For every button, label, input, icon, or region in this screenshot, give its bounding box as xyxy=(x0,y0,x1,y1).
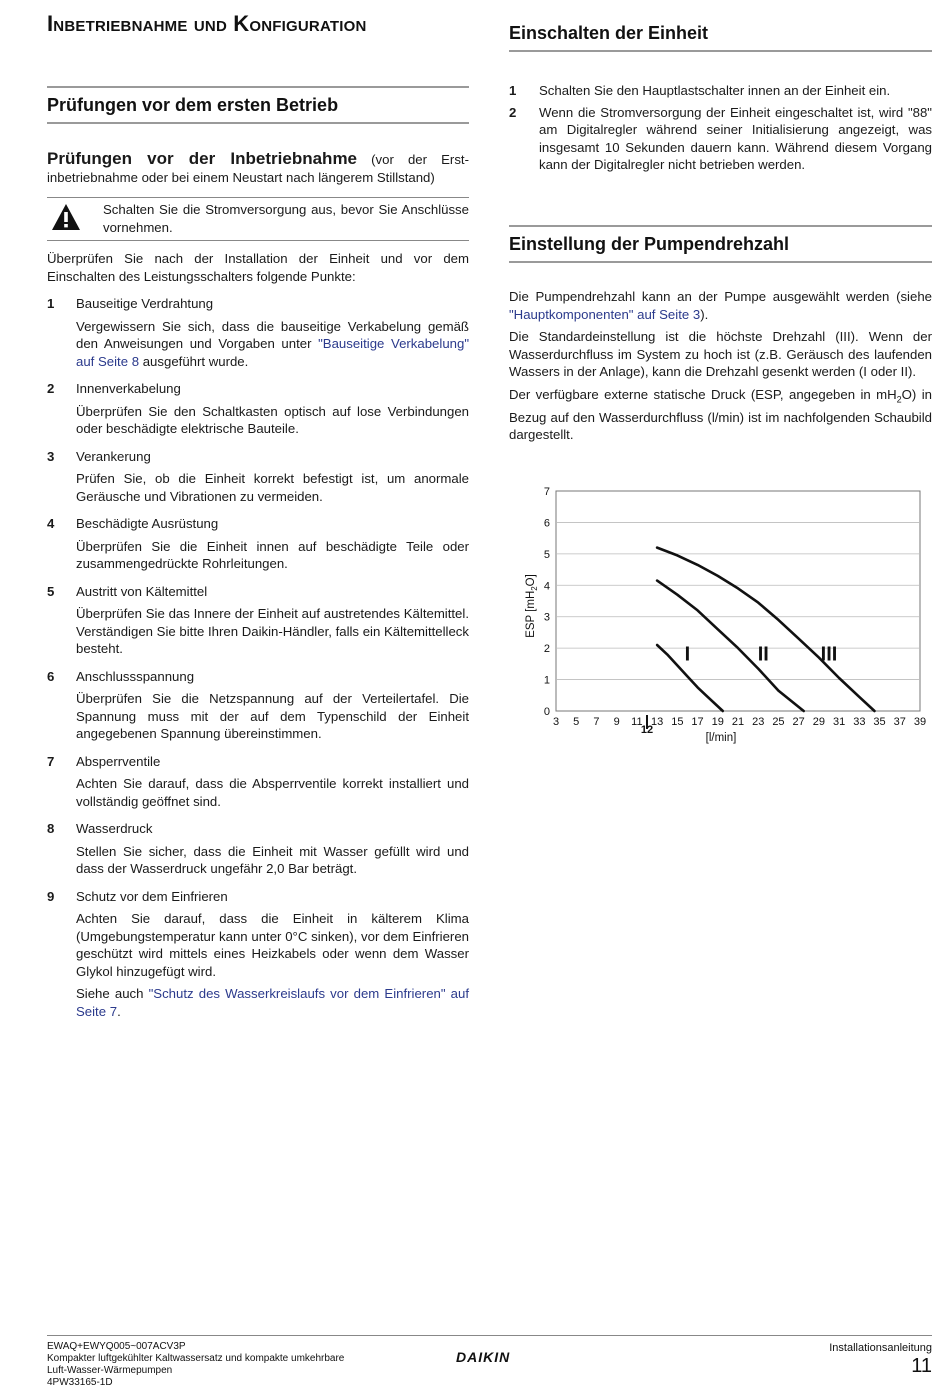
footer-doc-type: Installationsanleitung xyxy=(829,1342,932,1354)
item-title: Schutz vor dem Einfrieren xyxy=(76,888,228,904)
chart-grid xyxy=(556,491,920,711)
item-number: 7 xyxy=(47,753,55,769)
item-number: 8 xyxy=(47,821,55,836)
esp-flow-chart xyxy=(512,478,932,748)
pump-text xyxy=(509,288,932,444)
pump-para-2: Die Standardeinstellung ist die höchste Drehzahl (III). Wenn der Wasserdurchfluss im System zu hoch ist (z.B. Geräusch des laufenden Wassers in der Anlage), kann die Drehzahl gesenkt werden (I oder II). xyxy=(509,329,932,379)
x-tick-label: 29 xyxy=(812,716,826,728)
x-tick-label: 37 xyxy=(893,716,906,728)
subheading xyxy=(47,150,469,186)
x-tick-label: 27 xyxy=(792,716,805,728)
item-desc: Achten Sie darauf, dass die Einheit in kälterem Klima (Umgebungstemperatur kann unter 0°C sinken), vor dem Einfrieren geschützt wird mittels eines Heizkabels oder wenn dem Wasser Glykol hinzugefügt wird. xyxy=(76,911,469,979)
footer-desc-1: Kompakter luftgekühlter Kaltwassersatz und kompakte umkehrbare xyxy=(47,1353,345,1364)
x-tick-labels xyxy=(553,716,926,728)
x-tick-label: 21 xyxy=(731,716,745,728)
step-number: 2 xyxy=(509,104,517,120)
item-desc: Überprüfen Sie die Netzspannung auf der Verteilertafel. Die Spannung muss mit der auf dem Typenschild der Einheit angegebenen Spannung übereinstimmen. xyxy=(76,691,469,741)
list-item xyxy=(47,515,469,573)
item-number: 1 xyxy=(47,296,55,311)
list-item xyxy=(47,583,469,658)
x-tick-label: 25 xyxy=(772,716,785,728)
link-bauseitige-verkabelung[interactable]: "Bauseitige Verkabelung" auf Seite 8 xyxy=(76,336,470,369)
list-item xyxy=(509,82,932,100)
link-schutz-wasserkreislauf[interactable]: "Schutz des Wasserkreislaufs vor dem Einfrieren" auf Seite 7 xyxy=(76,986,470,1019)
y-axis-label: ESP $[mH_2O]$ xyxy=(525,574,539,638)
section-title-pumpendrehzahl: Einstellung der Pumpendrehzahl xyxy=(509,225,932,263)
series-label-III: III xyxy=(820,643,838,666)
x-tick-label: 35 xyxy=(873,716,886,728)
x-tick-label: 39 xyxy=(913,716,927,728)
footer-desc-2: Luft-Wasser-Wärmepumpen xyxy=(47,1365,173,1376)
step-text: Wenn die Stromversorgung der Einheit eingeschaltet ist, wird "88" am Digitalregler während seiner Initialisierung angezeigt, was insgesamt 10 Sekunden dauern kann. Während diesem Vorgang kann der Digitalregler nicht betrieben werden. xyxy=(539,104,932,172)
section-title-pruefungen: Prüfungen vor dem ersten Betrieb xyxy=(47,86,469,124)
pump-para-1: Die Pumpendrehzahl kann an der Pumpe ausgewählt werden (siehe "Hauptkomponenten" auf Seite 3). xyxy=(509,289,932,322)
item-desc: Überprüfen Sie den Schaltkasten optisch auf lose Verbindungen oder beschädigte elektrische Bauteile. xyxy=(76,403,469,436)
warning-text: Schalten Sie die Stromversorgung aus, bevor Sie Anschlüsse vornehmen. xyxy=(103,202,469,235)
x-axis-label: [l/min] xyxy=(705,732,737,744)
item-title: Austritt von Kältemittel xyxy=(76,583,208,599)
series-label-I: I xyxy=(684,643,691,666)
marker-label: 12 xyxy=(640,724,654,736)
step-text: Schalten Sie den Hauptlastschalter innen an der Einheit ein. xyxy=(539,83,891,98)
item-number: 6 xyxy=(47,668,55,684)
item-title: Anschlussspannung xyxy=(76,668,195,684)
item-desc: Prüfen Sie, ob die Einheit korrekt befestigt ist, um anormale Geräusche und Vibrationen zu vermeiden. xyxy=(76,471,469,504)
y-tick-label: 5 xyxy=(543,548,550,561)
footer-doc-number: 4PW33165-1D xyxy=(47,1377,113,1388)
x-tick-label: 17 xyxy=(691,716,704,728)
y-tick-labels xyxy=(544,486,550,718)
footer-right xyxy=(829,1341,932,1377)
y-tick-label: 6 xyxy=(543,517,550,530)
footer-rule xyxy=(47,1335,932,1336)
item-desc: Überprüfen Sie die Einheit innen auf beschädigte Teile oder zusammengedrückte Rohrleitungen. xyxy=(76,538,469,571)
x-tick-label: 19 xyxy=(711,716,724,728)
item-title: Bauseitige Verdrahtung xyxy=(76,296,214,311)
page-title: Inbetriebnahme und Konfiguration xyxy=(47,11,367,36)
item-title: Innenverkabelung xyxy=(76,381,181,396)
y-tick-label: 2 xyxy=(543,643,550,656)
item-number: 3 xyxy=(47,448,55,464)
item-number: 9 xyxy=(47,888,55,904)
step-number: 1 xyxy=(509,83,517,98)
x-tick-label: 11 xyxy=(631,716,643,728)
series-label-II: II xyxy=(757,643,769,666)
section-title-einschalten: Einschalten der Einheit xyxy=(509,18,932,52)
y-tick-label: 3 xyxy=(543,611,550,624)
subheading-rest: (vor der Erstinbetriebnahme oder bei einem Neustart nach längerem Stillstand) xyxy=(47,152,469,185)
x-tick-label: 3 xyxy=(552,716,560,728)
x-tick-label: 31 xyxy=(832,716,846,728)
item-title: Beschädigte Ausrüstung xyxy=(76,516,219,531)
x-tick-label: 13 xyxy=(650,716,664,728)
item-number: 2 xyxy=(47,381,55,396)
list-item xyxy=(47,380,469,438)
plot-frame xyxy=(556,491,920,711)
warning-icon xyxy=(51,202,81,232)
y-tick-label: 7 xyxy=(543,486,550,498)
list-item xyxy=(47,668,469,743)
list-item xyxy=(47,295,469,370)
list-item xyxy=(47,888,469,1021)
y-tick-label: 0 xyxy=(543,706,550,718)
item-desc: Vergewissern Sie sich, dass die bauseitige Verkabelung gemäß den Anweisungen und Vorgaben unter "Bauseitige Verkabelung" auf Seite 8 ausgeführt wurde. xyxy=(76,318,470,369)
pump-para-3: Der verfügbare externe statische Druck (ESP, angegeben in $mH_2O$) in Bezug auf den Wasserdurchfluss (l/min) ist im nachfolgenden Schaubild dargestellt. xyxy=(509,386,932,443)
item-desc: Überprüfen Sie das Innere der Einheit auf austretendes Kältemittel. Verständigen Sie bitte Ihren Daikin-Händler, falls ein Kältemittelleck besteht. xyxy=(76,606,469,656)
list-item xyxy=(509,104,932,174)
warning-box xyxy=(47,197,469,241)
intro-text: Überprüfen Sie nach der Installation der Einheit und vor dem Einschalten des Leistungsschalters folgende Punkte: xyxy=(47,251,469,284)
x-tick-label: 15 xyxy=(671,716,684,728)
item-desc: Achten Sie darauf, dass die Absperrventile korrekt installiert und vollständig geöffnet sind. xyxy=(76,776,469,809)
list-item xyxy=(47,820,469,878)
brand-logo: DAIKIN xyxy=(456,1349,511,1365)
item-title: Verankerung xyxy=(76,448,151,464)
checklist xyxy=(47,295,469,1030)
y-tick-label: 1 xyxy=(543,674,550,687)
list-item xyxy=(47,753,469,811)
item-number: 4 xyxy=(47,516,55,531)
x-tick-label: 23 xyxy=(752,716,765,728)
footer-model: EWAQ+EWYQ005~007ACV3P xyxy=(47,1341,186,1352)
x-tick-label: 9 xyxy=(613,716,620,728)
item-number: 5 xyxy=(47,583,55,599)
subheading-bold: Prüfungen vor der Inbetriebnahme xyxy=(47,149,358,168)
item-title: Absperrventile xyxy=(76,753,161,769)
y-tick-label: 4 xyxy=(543,580,550,593)
x-tick-label: 7 xyxy=(593,716,600,728)
x-tick-label: 5 xyxy=(573,716,580,728)
page-number: 11 xyxy=(911,1355,932,1377)
link-hauptkomponenten[interactable]: "Hauptkomponenten" auf Seite 3 xyxy=(509,306,701,322)
power-on-steps xyxy=(509,82,932,178)
footer-left xyxy=(47,1341,344,1389)
item-title: Wasserdruck xyxy=(76,821,153,836)
x-tick-label: 33 xyxy=(853,716,866,728)
item-desc: Stellen Sie sicher, dass die Einheit mit Wasser gefüllt wird und dass der Wasserdruck ungefähr 2,0 Bar beträgt. xyxy=(76,843,469,876)
item-see-also: Siehe auch "Schutz des Wasserkreislaufs vor dem Einfrieren" auf Seite 7. xyxy=(76,986,470,1019)
list-item xyxy=(47,448,469,506)
